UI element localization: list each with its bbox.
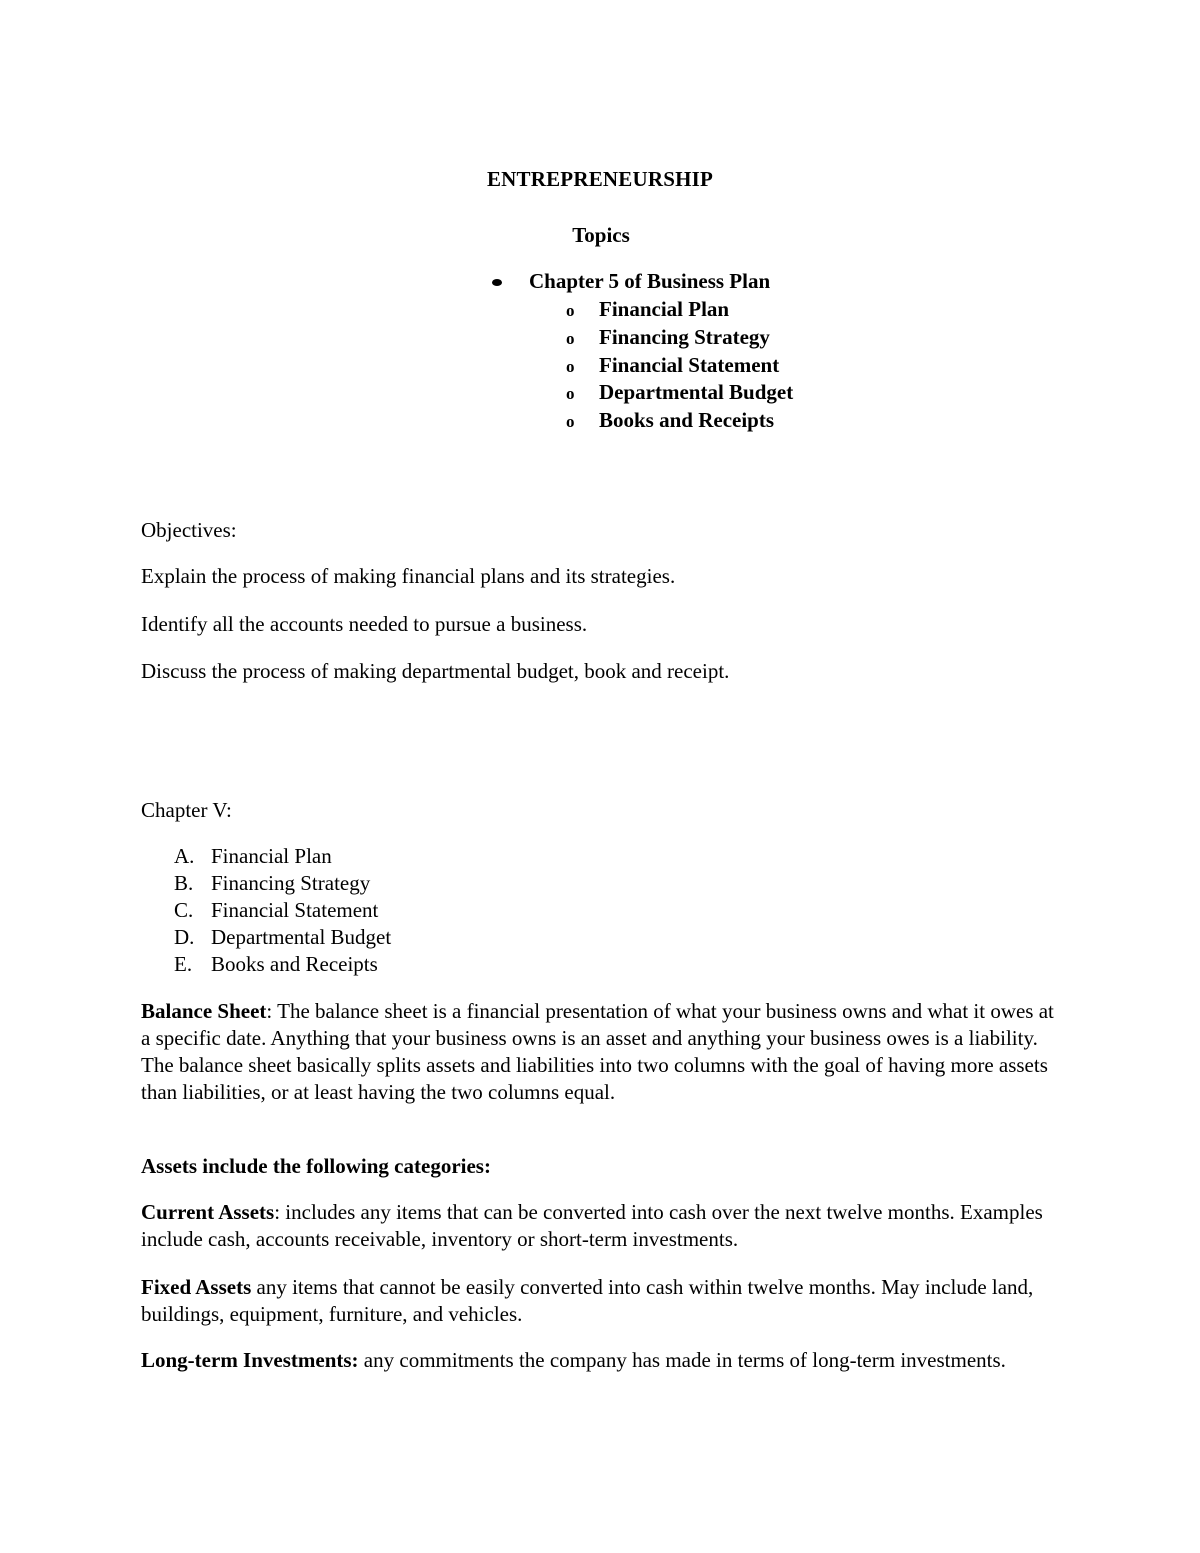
chapter-v-item: Financing Strategy [211, 871, 371, 895]
objective-item: Discuss the process of making departmental budget, book and receipt. [141, 659, 730, 683]
current-assets-paragraph [141, 1199, 1061, 1253]
chapter-v-item: Financial Plan [211, 844, 332, 868]
list-marker: B. [174, 871, 194, 895]
balance-sheet-term: Balance Sheet [141, 999, 267, 1023]
chapter-v-label: Chapter V: [141, 798, 232, 822]
chapter-v-item: Financial Statement [211, 898, 379, 922]
chapter-v-item: Departmental Budget [211, 925, 392, 949]
objective-item: Identify all the accounts needed to pursue a business. [141, 612, 588, 636]
document-title: ENTREPRENEURSHIP [486, 167, 714, 191]
assets-heading: Assets include the following categories: [141, 1154, 491, 1178]
long-term-investments-term: Long-term Investments: [141, 1348, 359, 1372]
fixed-assets-term: Fixed Assets [141, 1275, 252, 1299]
topic-subitem: Financial Plan [599, 297, 730, 321]
list-marker: A. [174, 844, 195, 868]
objectives-label: Objectives: [141, 518, 237, 542]
list-marker: C. [174, 898, 194, 922]
balance-sheet-paragraph [141, 998, 1061, 1106]
sub-bullet-marker: o [566, 301, 575, 320]
topic-subitem: Books and Receipts [599, 408, 775, 432]
topic-subitem: Financial Statement [599, 353, 780, 377]
sub-bullet-marker: o [566, 412, 575, 431]
topics-chapter-item: Chapter 5 of Business Plan [529, 269, 771, 293]
objective-item: Explain the process of making financial plans and its strategies. [141, 564, 676, 588]
fixed-assets-paragraph [141, 1274, 1061, 1328]
list-marker: D. [174, 925, 195, 949]
long-term-investments-paragraph [141, 1347, 1061, 1374]
sub-bullet-marker: o [566, 384, 575, 403]
current-assets-term: Current Assets [141, 1200, 275, 1224]
chapter-v-item: Books and Receipts [211, 952, 378, 976]
sub-bullet-marker: o [566, 329, 575, 348]
topic-subitem: Departmental Budget [599, 380, 794, 404]
long-term-investments-text: any commitments the company has made in terms of long-term investments. [358, 1348, 1006, 1372]
topic-subitem: Financing Strategy [599, 325, 770, 349]
topics-heading: Topics [572, 223, 630, 247]
balance-sheet-text: : The balance sheet is a financial presentation of what your business owns and what it owes at a specific date. Anything that your business owns is an asset and anything your business owes is a liability. The balance sheet basically splits assets and liabilities into two columns with the goal of having more assets than liabilities, or at least having the two columns equal. [141, 999, 1054, 1104]
list-marker: E. [174, 952, 193, 976]
sub-bullet-marker: o [566, 357, 575, 376]
current-assets-text: : includes any items that can be converted into cash over the next twelve months. Examples include cash, accounts receivable, inventory or short-term investments. [141, 1200, 1043, 1251]
fixed-assets-text: any items that cannot be easily converted into cash within twelve months. May include land, buildings, equipment, furniture, and vehicles. [141, 1275, 1034, 1326]
bullet-dot-icon [492, 279, 502, 286]
